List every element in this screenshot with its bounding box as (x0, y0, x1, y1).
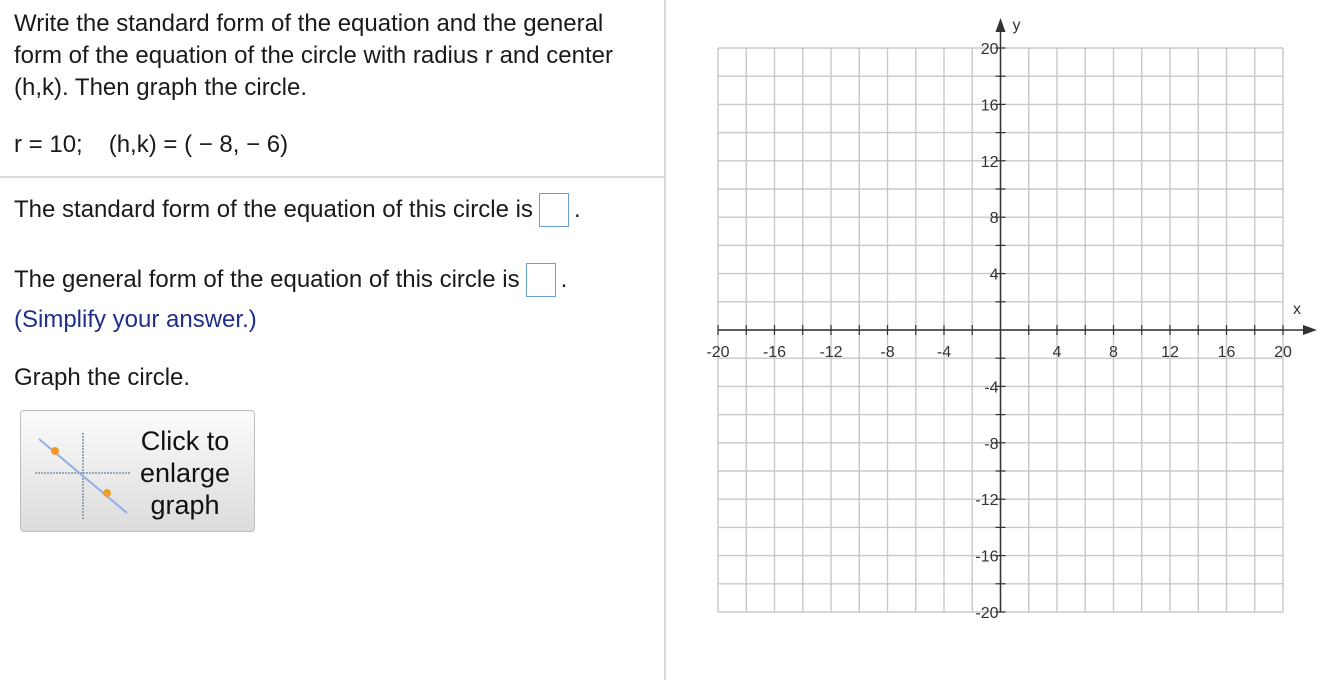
enlarge-graph-button[interactable] (20, 410, 255, 532)
general-form-period: . (560, 266, 568, 293)
y-tick-label: -4 (984, 379, 999, 397)
y-axis-arrow-icon (996, 18, 1006, 32)
y-axis-label: y (1012, 17, 1021, 34)
y-tick-label: -8 (984, 435, 999, 453)
y-tick-label: -16 (975, 548, 999, 566)
general-form-label: The general form of the equation of this circle is (14, 266, 520, 293)
x-tick-label: -20 (706, 344, 730, 361)
x-tick-label: -4 (936, 344, 952, 361)
y-tick-label: 16 (980, 97, 999, 115)
standard-form-line (14, 193, 581, 227)
x-tick-label: 20 (1274, 344, 1292, 361)
enlarge-button-label: Click to enlarge graph (139, 426, 231, 520)
coordinate-grid-graph[interactable] (666, 0, 1328, 680)
x-axis-label: x (1293, 301, 1301, 318)
y-tick-label: -12 (975, 492, 999, 510)
graph-pane (666, 0, 1328, 680)
question-pane (0, 0, 665, 680)
y-tick-label: 4 (989, 266, 999, 284)
standard-form-period: . (573, 196, 581, 223)
x-tick-label: -8 (880, 344, 895, 361)
standard-form-answer-box[interactable] (539, 193, 569, 227)
y-tick-label: 20 (980, 41, 999, 58)
given-values (14, 131, 314, 159)
x-tick-label: 12 (1161, 344, 1179, 361)
general-form-answer-box[interactable] (526, 263, 556, 297)
x-tick-label: 8 (1109, 344, 1118, 361)
simplify-hint: (Simplify your answer.) (14, 306, 257, 333)
section-divider (0, 176, 664, 178)
standard-form-label: The standard form of the equation of this circle is (14, 196, 533, 223)
x-tick-label: -16 (762, 344, 787, 361)
question-prompt: Write the standard form of the equation and the general form of the equation of the circle with radius r and center (h,k). Then graph the circle. (14, 10, 613, 101)
y-tick-label: 12 (980, 153, 999, 171)
center-value: (h,k) = ( − 8, − 6) (108, 131, 289, 158)
x-tick-label: 16 (1217, 344, 1236, 361)
graph-instruction: Graph the circle. (14, 364, 191, 391)
x-tick-label: 4 (1052, 344, 1062, 361)
y-tick-label: 8 (989, 210, 999, 228)
y-tick-label: -20 (975, 605, 999, 622)
graph-thumbnail-icon (33, 421, 143, 521)
tick-labels (706, 41, 1292, 622)
general-form-line (14, 263, 567, 297)
x-axis-arrow-icon (1303, 325, 1317, 335)
radius-value: r = 10; (14, 131, 83, 158)
x-tick-label: -12 (819, 344, 843, 361)
